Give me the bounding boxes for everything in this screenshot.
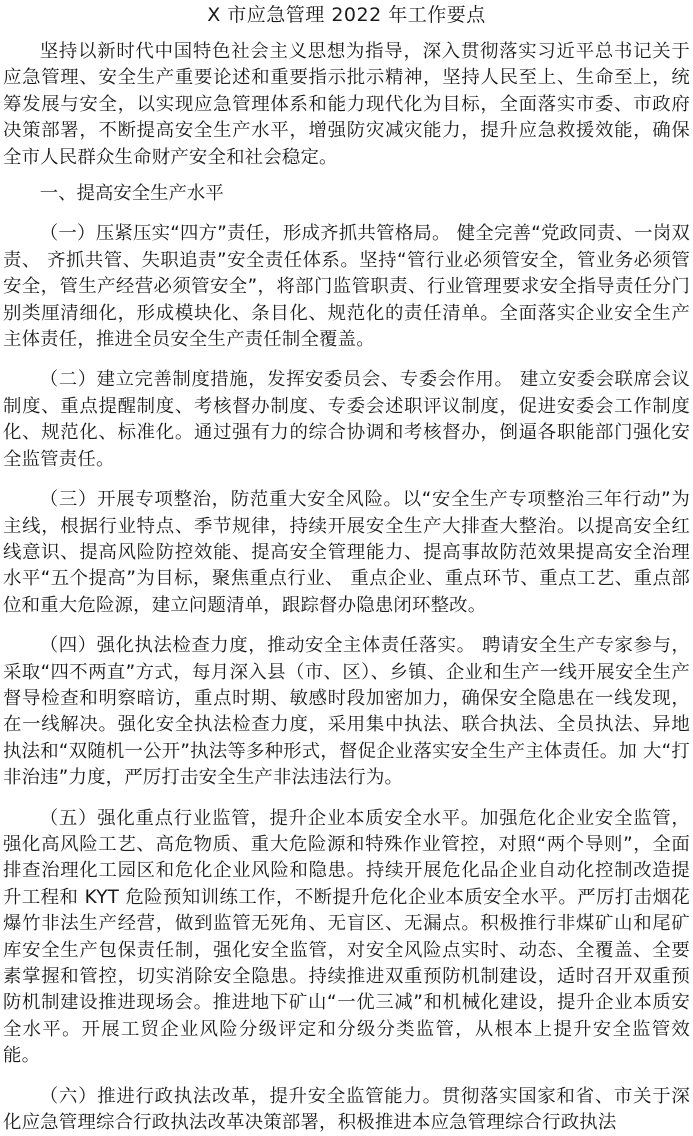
spacer [3,29,690,39]
intro-paragraph: 坚持以新时代中国特色社会主义思想为指导，深入贯彻落实习近平总书记关于应急管理、安全生产重要论述和重要指示批示精神，坚持人民至上、生命至上，统筹发展与安全，以实现应急管理体系和能力现代化为目标，全面落实市委、市政府决策部署，不断提高安全生产水平，增强防灾减灾能力，提升应急救援效能，确保全市人民群众生命财产安全和社会稳定。 [3,41,690,168]
spacer [3,792,690,806]
item-paragraph-4: （四）强化执法检查力度，推动安全主体责任落实。 聘请安全生产专家参与，采取“四不两直”方式，每月深入县（市、区）、乡镇、企业和生产一线开展安全生产督导检查和明察暗访，重点时期、敏感时段加密加力，确保安全隐患在一线发现，在一线解决。强化安全执法检查力度，采用集中执法、联合执法、全员执法、异地执法和“双随机一公开”执法等多种形式，督促企业落实安全生产主体责任。加 大“打非治违”力度，严厉打击安全生产非法违法行为。 [3,635,690,789]
document-title: X 市应急管理 2022 年工作要点 [207,4,486,26]
item-paragraph-2: （二）建立完善制度措施，发挥安委员会、专委会作用。 建立安委会联席会议制度、重点提醒制度、考核督办制度、专委会述职评议制度，促进安委会工作制度化、规范化、标准化。通过强有力的综合协调和考核督办，倒逼各职能部门强化安全监管责任。 [3,369,690,470]
item-paragraph-3: （三）开展专项整治，防范重大安全风险。以“安全生产专项整治三年行动”为主线，根据行业特点、季节规律，持续开展安全生产大排查大整治。以提高安全红线意识、提高风险防控效能、提高安全管理能力、提高事故防范效果提高安全治理水平“五个提高”为目标，聚焦重点行业、 重点企业、重点环节、重点工艺、重点部位和重大危险源，建立问题清单，跟踪督办隐患闭环整改。 [3,489,690,616]
item-paragraph-5: （五）强化重点行业监管，提升企业本质安全水平。加强危化企业安全监管，强化高风险工艺、高危物质、重大危险源和特殊作业管控，对照“两个导则”，全面排查治理化工园区和危化企业风险和隐患。持续开展危化品企业自动化控制改造提升工程和 KYT 危险预知训练工作，不断提升危化企业本质安全水平。严厉打击烟花爆竹非法生产经营，做到监管无死角、无盲区、无漏点。积极推行非煤矿山和尾矿库安全生产包保责任制，强化安全监管，对安全风险点实时、动态、全覆盖、全要素掌握和管控，切实消除安全隐患。持续推进双重预防机制建设，适时召开双重预防机制建设推进现场会。推进地下矿山“一优三减”和机械化建设，提升企业本质安全水平。开展工贸企业风险分级评定和分级分类监管，从根本上提升安全监管效能。 [3,807,690,1067]
item-paragraph-6: （六）推进行政执法改革，提升安全监管能力。贯彻落实国家和省、市关于深化应急管理综合行政执法改革决策部署，积极推进本应急管理综合行政执法 [3,1085,690,1134]
spacer [3,207,690,221]
section-heading: 一、提高安全生产水平 [39,183,224,205]
spacer [3,619,690,633]
spacer [3,171,690,181]
spacer [3,1070,690,1084]
item-paragraph-1: （一）压紧压实“四方”责任，形成齐抓共管格局。 健全完善“党政同责、一岗双责、 齐抓共管、失职追责”安全责任体系。坚持“管行业必须管安全，管业务必须管安全，管生产经营必须管安全”，将部门监管职责、行业管理要求安全指导责任分门别类厘清细化，形成模块化、条目化、规范化的责任清单。全面落实企业安全生产主体责任，推进全员安全生产责任制全覆盖。 [3,223,690,351]
spacer [3,473,690,487]
spacer [3,353,690,367]
